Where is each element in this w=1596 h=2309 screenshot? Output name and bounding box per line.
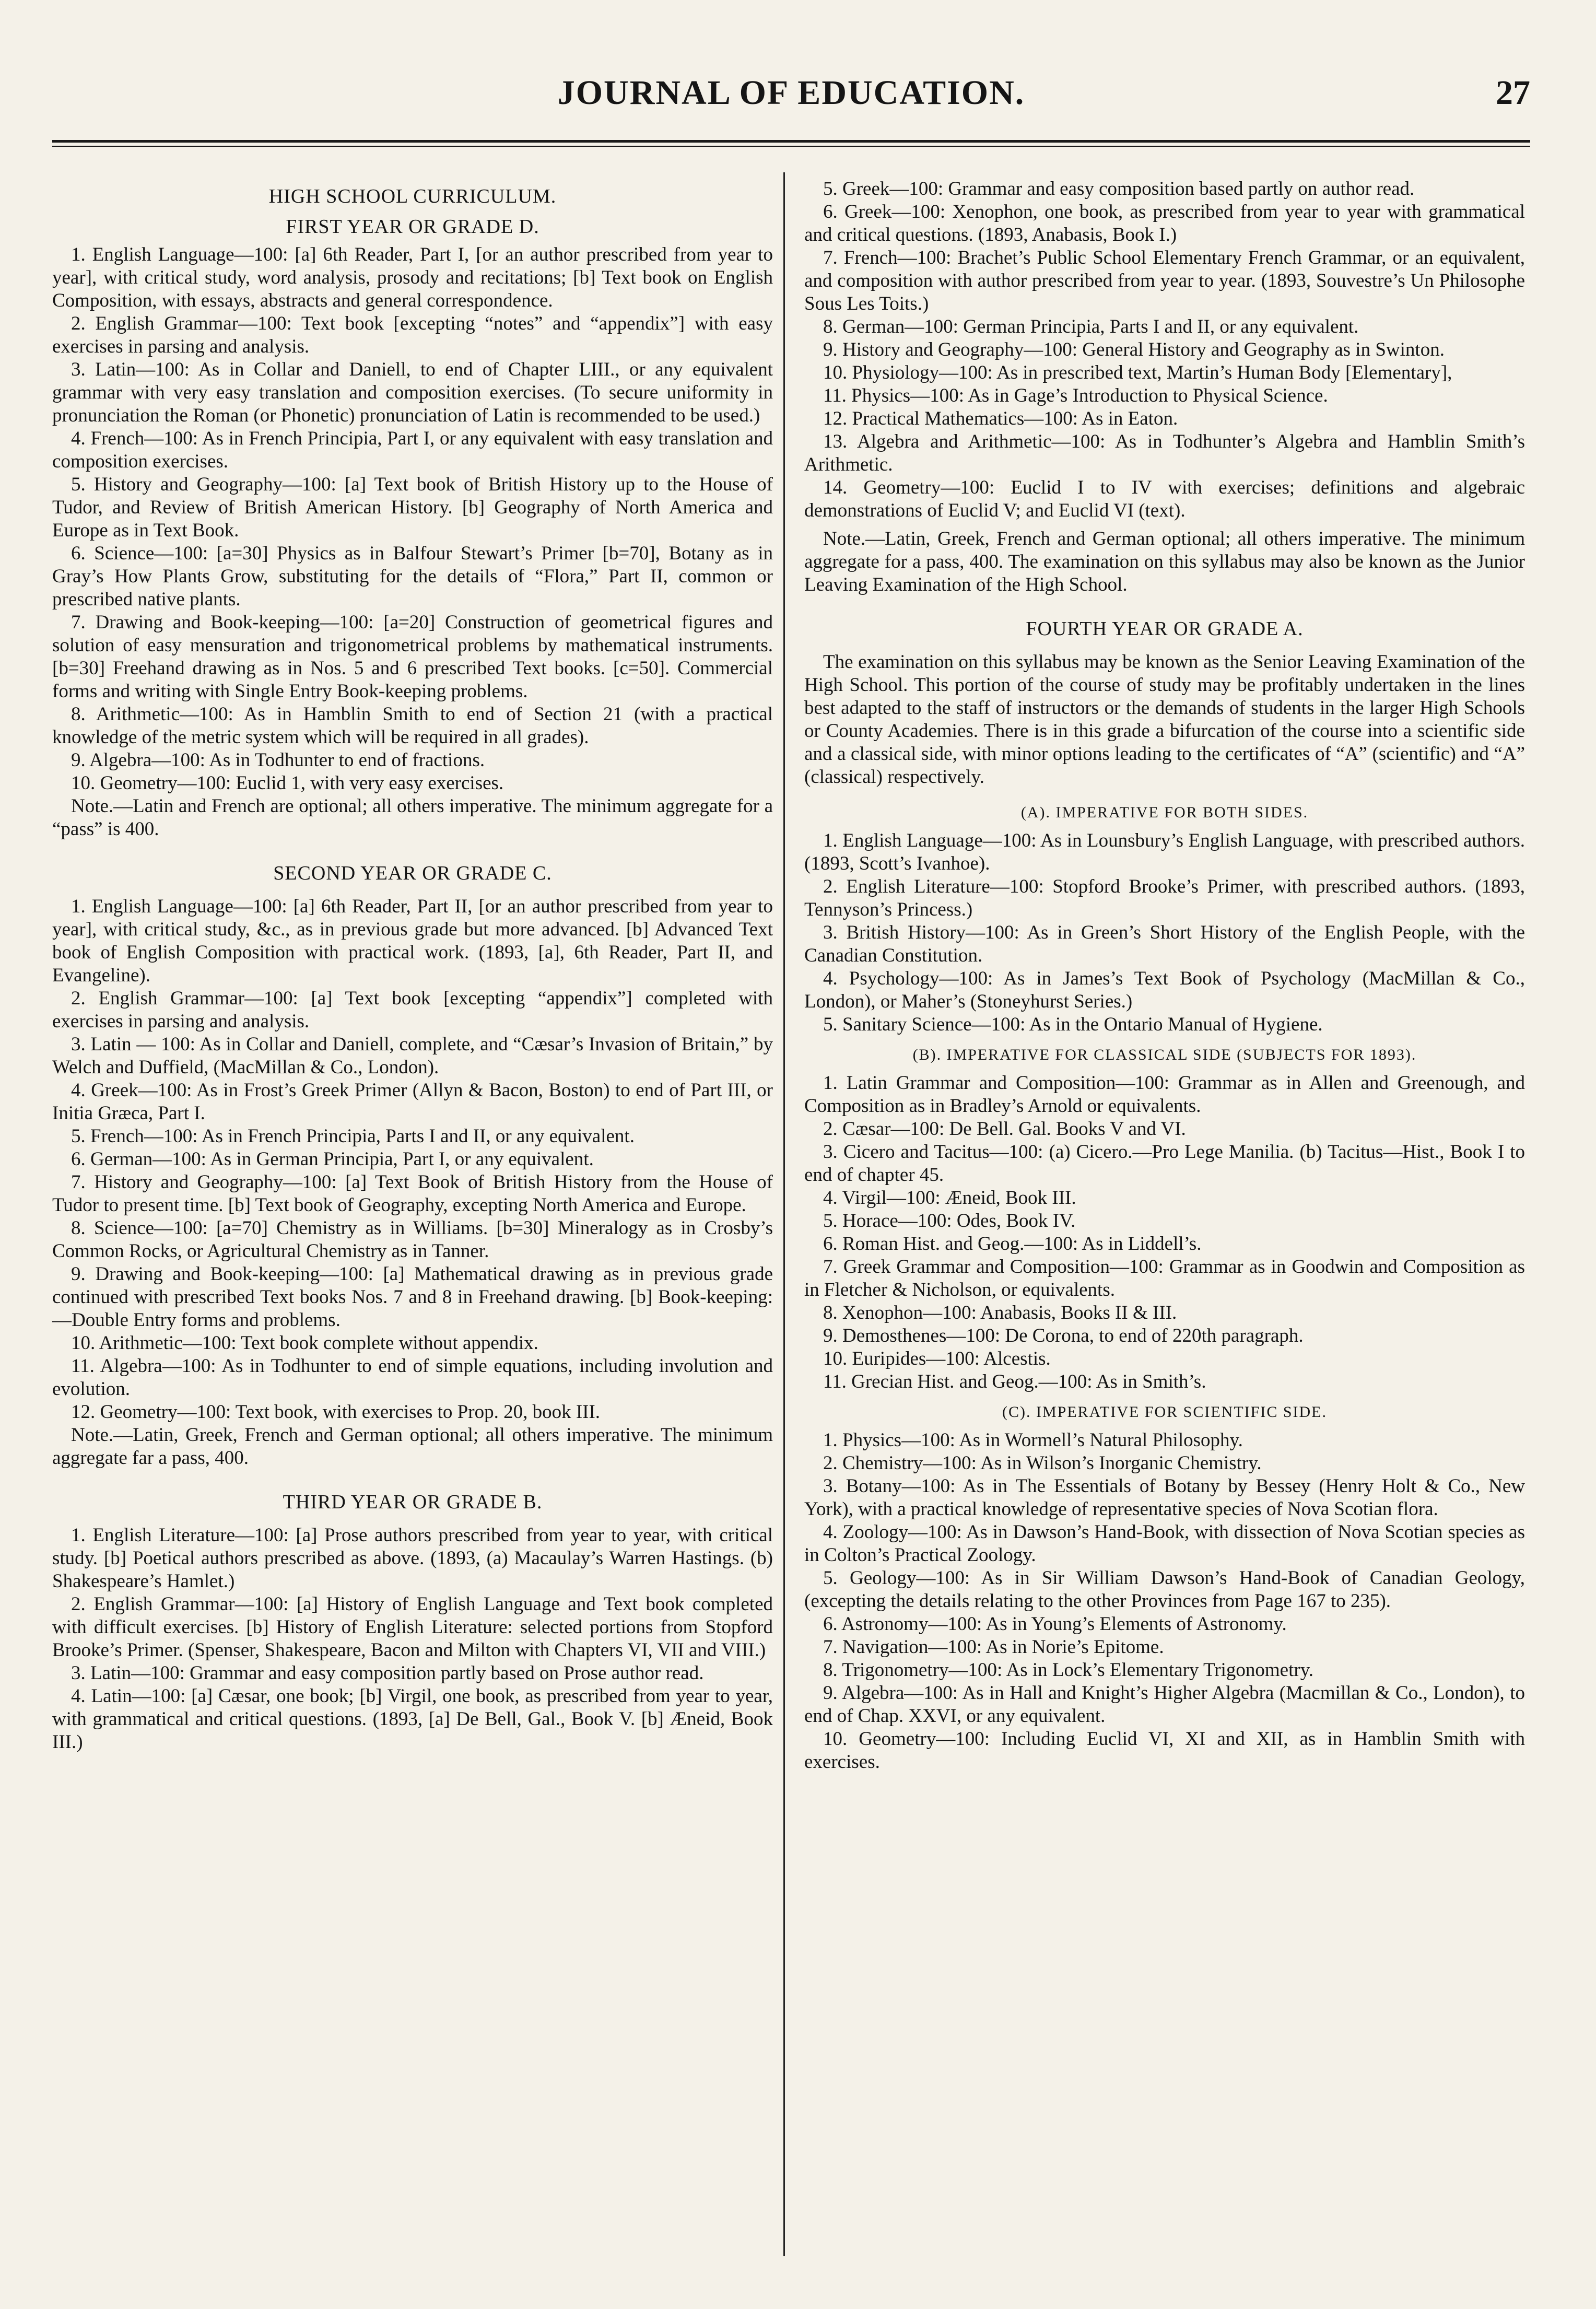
section-c-title: (C). IMPERATIVE FOR SCIENTIFIC SIDE. [1002,1403,1328,1421]
list-item: 8. Trigonometry—100: As in Lock’s Elementary Trigonometry. [823,1659,1314,1681]
list-item: 6. German—100: As in German Principia, Part I, or any equivalent. [71,1148,594,1170]
list-item: 11. Physics—100: As in Gage’s Introduction to Physical Science. [823,385,1328,406]
list-item: 2. English Grammar—100: [a] History of English Language and Text book completed with difficult exercises. [b] History of English Literature: selected portions from Stopford Brooke’s Primer. (Spenser, Shakespeare, Bacon and Milton with Chapters VI, VII and VIII.) [52,1593,773,1661]
list-item: 4. Latin—100: [a] Cæsar, one book; [b] Virgil, one book, as prescribed from year to year, with grammatical and critical questions. (1893, [a] De Bell, Gal., Book V. [b] Æneid, Book III.) [52,1685,773,1753]
second-year-title: SECOND YEAR OR GRADE C. [273,862,552,884]
list-item: 6. Greek—100: Xenophon, one book, as prescribed from year to year with grammatical and critical questions. (1893, Anabasis, Book I.) [804,201,1525,245]
list-item: 9. History and Geography—100: General History and Geography as in Swinton. [823,339,1445,360]
list-item: 9. Demosthenes—100: De Corona, to end of 220th paragraph. [823,1325,1304,1346]
list-item: 2. English Literature—100: Stopford Brooke’s Primer, with prescribed authors. (1893, Tennyson’s Princess.) [804,876,1525,920]
left-column [52,178,773,1754]
list-item: 2. English Grammar—100: Text book [excepting “notes” and “appendix”] with easy exercises in parsing and analysis. [52,313,773,357]
list-item: 6. Science—100: [a=30] Physics as in Balfour Stewart’s Primer [b=70], Botany as in Gray’s How Plants Grow, substituting for the details of “Flora,” Part II, common or prescribed native plants. [52,543,773,610]
note: Note.—Latin, Greek, French and German optional; all others imperative. The minimum aggregate for a pass, 400. The examination on this syllabus may also be known as the Junior Leaving Examination of the High School. [804,528,1525,595]
list-item: 2. Chemistry—100: As in Wilson’s Inorganic Chemistry. [823,1452,1262,1474]
note: Note.—Latin, Greek, French and German optional; all others imperative. The minimum aggregate far a pass, 400. [52,1424,773,1469]
right-column [804,178,1525,1774]
list-item: 8. Arithmetic—100: As in Hamblin Smith to end of Section 21 (with a practical knowledge of the metric system which will be required in all grades). [52,704,773,748]
list-item: 9. Algebra—100: As in Hall and Knight’s Higher Algebra (Macmillan & Co., London), to end of Chap. XXVI, or any equivalent. [804,1682,1525,1727]
list-item: 4. Psychology—100: As in James’s Text Book of Psychology (MacMillan & Co., London), or Maher’s (Stoneyhurst Series.) [804,968,1525,1012]
page-header [52,63,1530,120]
list-item: 14. Geometry—100: Euclid I to IV with exercises; definitions and algebraic demonstrations of Euclid V; and Euclid VI (text). [804,477,1525,521]
list-item: 4. Greek—100: As in Frost’s Greek Primer (Allyn & Bacon, Boston) to end of Part III, or Initia Græca, Part I. [52,1080,773,1124]
list-item: 8. Xenophon—100: Anabasis, Books II & III. [823,1302,1177,1323]
list-item: 6. Astronomy—100: As in Young’s Elements of Astronomy. [823,1613,1287,1635]
list-item: 5. History and Geography—100: [a] Text book of British History up to the House of Tudor, and Review of British American History. [b] Geography of North America and Europe as in Text Book. [52,474,773,541]
list-item: 4. Virgil—100: Æneid, Book III. [823,1187,1076,1209]
section-b-title: (B). IMPERATIVE FOR CLASSICAL SIDE (SUBJECTS FOR 1893). [912,1046,1417,1063]
list-item: 9. Algebra—100: As in Todhunter to end of fractions. [71,749,485,771]
list-item: 8. Science—100: [a=70] Chemistry as in Williams. [b=30] Mineralogy as in Crosby’s Common Rocks, or Agricultural Chemistry as in Tanner. [52,1217,773,1262]
list-item: 8. German—100: German Principia, Parts I and II, or any equivalent. [823,316,1359,337]
list-item: 1. Latin Grammar and Composition—100: Grammar as in Allen and Greenough, and Composition as in Bradley’s Arnold or equivalents. [804,1072,1525,1117]
list-item: 9. Drawing and Book-keeping—100: [a] Mathematical drawing as in previous grade continued with prescribed Text books Nos. 7 and 8 in Freehand drawing. [b] Book-keeping:—Double Entry forms and problems. [52,1263,773,1331]
list-item: 1. English Language—100: As in Lounsbury’s English Language, with prescribed authors. (1893, Scott’s Ivanhoe). [804,830,1525,874]
section-a-title: (A). IMPERATIVE FOR BOTH SIDES. [1020,804,1309,821]
list-item: 10. Euripides—100: Alcestis. [823,1348,1051,1369]
list-item: 3. Cicero and Tacitus—100: (a) Cicero.—Pro Lege Manilia. (b) Tacitus—Hist., Book I to end of chapter 45. [804,1141,1525,1186]
list-item: 7. Drawing and Book-keeping—100: [a=20] Construction of geometrical figures and solution of easy mensuration and trigonometrical problems by mathematical instruments. [b=30] Freehand drawing as in Nos. 5 and 6 prescribed Text books. [c=50]. Commercial forms and writing with Single Entry Book-keeping problems. [52,612,773,702]
intro-paragraph: The examination on this syllabus may be known as the Senior Leaving Examination of the High School. This portion of the course of study may be profitably undertaken in the lines best adapted to the staff of instructors or the demands of students in the larger High Schools or County Academies. There is in this grade a bifurcation of the course into a scientific side and a classical side, with minor options leading to the certificates of “A” (scientific) and “A” (classical) respectively. [804,651,1525,788]
list-item: 7. Greek Grammar and Composition—100: Grammar as in Goodwin and Composition as in Fletcher & Nicholson, or equivalents. [804,1256,1525,1300]
list-item: 5. Sanitary Science—100: As in the Ontario Manual of Hygiene. [823,1014,1323,1035]
list-item: 10. Arithmetic—100: Text book complete without appendix. [71,1332,538,1354]
list-item: 1. Physics—100: As in Wormell’s Natural Philosophy. [823,1429,1243,1451]
list-item: 11. Algebra—100: As in Todhunter to end of simple equations, including involution and evolution. [52,1355,773,1400]
list-item: 7. History and Geography—100: [a] Text Book of British History from the House of Tudor to present time. [b] Text book of Geography, excepting North America and Europe. [52,1171,773,1216]
list-item: 2. English Grammar—100: [a] Text book [excepting “appendix”] completed with exercises in parsing and analysis. [52,988,773,1032]
list-item: 10. Geometry—100: Including Euclid VI, XI and XII, as in Hamblin Smith with exercises. [804,1728,1525,1773]
list-item: 1. English Language—100: [a] 6th Reader, Part II, [or an author prescribed from year to year], with critical study, &c., as in previous grade but more advanced. [b] Advanced Text book of English Composition with practical work. (1893, [a], 6th Reader, Part II, and Evangeline). [52,896,773,986]
list-item: 10. Physiology—100: As in prescribed text, Martin’s Human Body [Elementary], [823,362,1452,383]
list-item: 3. Latin—100: Grammar and easy composition partly based on Prose author read. [71,1662,704,1684]
first-year-title: FIRST YEAR OR GRADE D. [286,216,539,238]
list-item: 2. Cæsar—100: De Bell. Gal. Books V and VI. [823,1118,1186,1140]
list-item: 5. Horace—100: Odes, Book IV. [823,1210,1076,1232]
header-rule [52,140,1530,147]
fourth-year-title: FOURTH YEAR OR GRADE A. [1026,618,1304,640]
list-item: 10. Geometry—100: Euclid 1, with very easy exercises. [71,772,504,794]
list-item: 3. Latin—100: As in Collar and Daniell, to end of Chapter LIII., or any equivalent grammar with very easy translation and composition exercises. (To secure uniformity in pronunciation the Roman (or Phonetic) pronunciation of Latin is recommended to be used.) [52,359,773,426]
list-item: 7. French—100: Brachet’s Public School Elementary French Grammar, or an equivalent, and composition with author prescribed from year to year. (1893, Souvestre’s Un Philosophe Sous Les Toits.) [804,247,1525,314]
list-item: 4. Zoology—100: As in Dawson’s Hand-Book, with dissection of Nova Scotian species as in Colton’s Practical Zoology. [804,1521,1525,1566]
list-item: 3. Latin — 100: As in Collar and Daniell, complete, and “Cæsar’s Invasion of Britain,” by Welch and Duffield, (MacMillan & Co., London). [52,1034,773,1078]
list-item: 3. British History—100: As in Green’s Short History of the English People, with the Canadian Constitution. [804,922,1525,966]
curriculum-heading: HIGH SCHOOL CURRICULUM. [268,185,557,207]
list-item: 12. Geometry—100: Text book, with exercises to Prop. 20, book III. [71,1401,601,1423]
note: Note.—Latin and French are optional; all others imperative. The minimum aggregate for a “pass” is 400. [52,795,773,840]
list-item: 4. French—100: As in French Principia, Part I, or any equivalent with easy translation and composition exercises. [52,428,773,472]
list-item: 3. Botany—100: As in The Essentials of Botany by Bessey (Henry Holt & Co., New York), with a practical knowledge of representative species of Nova Scotian flora. [804,1475,1525,1520]
column-divider [783,172,785,2256]
list-item: 5. French—100: As in French Principia, Parts I and II, or any equivalent. [71,1126,635,1147]
list-item: 5. Greek—100: Grammar and easy composition based partly on author read. [823,178,1415,200]
list-item: 7. Navigation—100: As in Norie’s Epitome. [823,1636,1164,1658]
running-title: JOURNAL OF EDUCATION. [557,74,1025,112]
third-year-title: THIRD YEAR OR GRADE B. [283,1491,543,1513]
list-item: 13. Algebra and Arithmetic—100: As in Todhunter’s Algebra and Hamblin Smith’s Arithmetic. [804,431,1525,475]
list-item: 11. Grecian Hist. and Geog.—100: As in Smith’s. [823,1371,1206,1392]
list-item: 12. Practical Mathematics—100: As in Eaton. [823,408,1178,429]
list-item: 1. English Literature—100: [a] Prose authors prescribed from year to year, with critical study. [b] Poetical authors prescribed as above. (1893, (a) Macaulay’s Warren Hastings. (b) Shakespeare’s Hamlet.) [52,1525,773,1592]
list-item: 5. Geology—100: As in Sir William Dawson’s Hand-Book of Canadian Geology, (excepting the details relating to the other Provinces from Page 167 to 235). [804,1567,1525,1612]
page-number: 27 [1496,74,1530,112]
list-item: 6. Roman Hist. and Geog.—100: As in Liddell’s. [823,1233,1202,1255]
list-item: 1. English Language—100: [a] 6th Reader, Part I, [or an author prescribed from year to year], with critical study, word analysis, prosody and recitations; [b] Text book on English Composition, with essays, abstracts and general correspondence. [52,244,773,311]
